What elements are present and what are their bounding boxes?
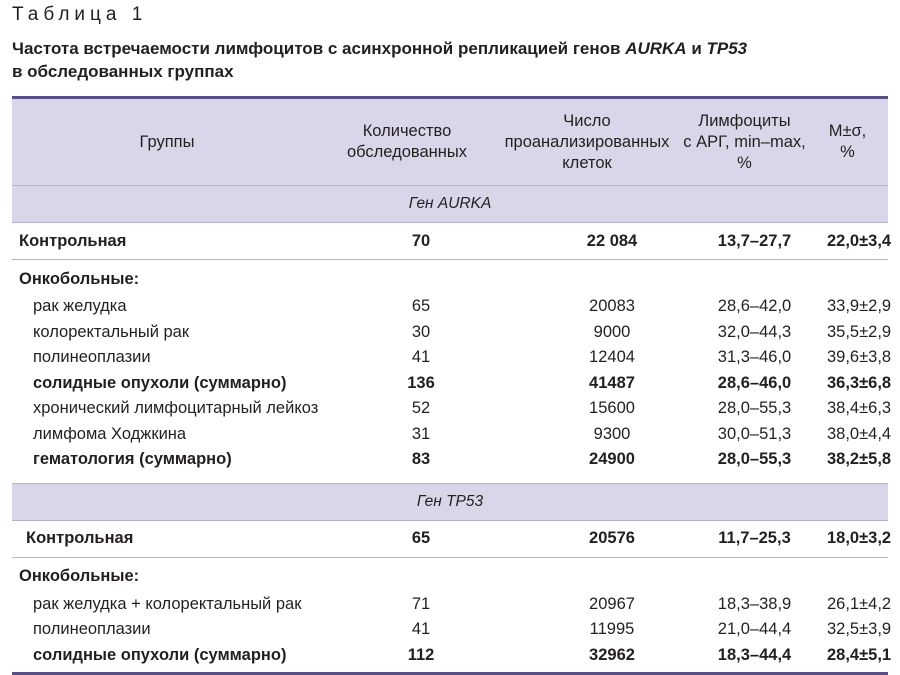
cell-group: гематология (суммарно) [12,450,322,469]
table-row [12,422,888,448]
cell-range: 28,6–46,0 [682,374,807,393]
cell-mean: 35,5±2,9 [807,323,888,342]
table-row [12,447,888,473]
cell-count: 70 [322,232,492,251]
cell-range: 11,7–25,3 [682,529,807,548]
cell-count: 31 [322,425,492,444]
cell-mean: 38,2±5,8 [807,450,888,469]
cell-count: 71 [322,595,492,614]
cell-group: лимфома Ходжкина [12,425,322,444]
table-row [12,345,888,371]
header-mean: M±σ, % [807,121,888,163]
cell-count: 136 [322,374,492,393]
cell-range: 13,7–27,7 [682,232,807,251]
cell-range: 31,3–46,0 [682,348,807,367]
cell-mean: 32,5±3,9 [807,620,888,639]
cell-mean: 26,1±4,2 [807,595,888,614]
cell-count: 65 [322,297,492,316]
cell-range: 18,3–38,9 [682,595,807,614]
table-number: Таблица 1 [12,4,147,26]
cell-cells: 41487 [492,374,682,393]
table-header [12,99,888,185]
cell-mean: 39,6±3,8 [807,348,888,367]
cell-range: 28,6–42,0 [682,297,807,316]
cell-mean: 22,0±3,4 [807,232,888,251]
table-row-control [12,223,888,259]
cell-cells: 9300 [492,425,682,444]
table-title [12,37,892,83]
cell-mean: 38,0±4,4 [807,425,888,444]
cell-cells: 20576 [492,529,682,548]
cell-group: солидные опухоли (суммарно) [12,646,322,665]
table-row [12,294,888,320]
section-rows [12,294,888,477]
cell-mean: 28,4±5,1 [807,646,888,665]
cell-group: Онкобольные: [12,270,322,289]
cell-range: 18,3–44,4 [682,646,807,665]
row-spacer [12,473,888,477]
cell-count: 65 [322,529,492,548]
cell-range: 21,0–44,4 [682,620,807,639]
cell-group: Контрольная [12,232,322,251]
gene-section-header: Ген AURKA [12,185,888,223]
header-range: Лимфоциты с АРГ, min–max, % [682,111,807,174]
header-groups: Группы [12,132,322,153]
cell-group: полинеоплазии [12,620,322,639]
cell-group: солидные опухоли (суммарно) [12,374,322,393]
table-row [12,371,888,397]
cell-range: 32,0–44,3 [682,323,807,342]
cell-group: полинеоплазии [12,348,322,367]
cell-group: колоректальный рак [12,323,322,342]
table-row [12,617,888,643]
cell-cells: 32962 [492,646,682,665]
section-rows [12,592,888,675]
cell-group: хронический лимфоцитарный лейкоз [12,399,322,418]
title-conj: и [687,39,707,58]
cell-cells: 20083 [492,297,682,316]
cell-mean: 18,0±3,2 [807,529,888,548]
cell-cells: 24900 [492,450,682,469]
title-gene-aurka: AURKA [625,39,686,58]
cell-count: 112 [322,646,492,665]
table-row-control [12,521,888,557]
table-row [12,320,888,346]
cell-range: 30,0–51,3 [682,425,807,444]
title-text-2: в обследованных группах [12,62,234,81]
cell-range: 28,0–55,3 [682,399,807,418]
cell-count: 52 [322,399,492,418]
onco-label-row [12,562,888,592]
cell-group: Онкобольные: [12,567,322,586]
cell-range: 28,0–55,3 [682,450,807,469]
header-cells: Число проанализированных клеток [492,111,682,174]
divider [12,557,888,558]
divider [12,259,888,260]
cell-count: 41 [322,348,492,367]
title-text: Частота встречаемости лимфоцитов с асинхронной репликацией генов [12,39,625,58]
cell-mean: 36,3±6,8 [807,374,888,393]
cell-cells: 9000 [492,323,682,342]
header-count: Количество обследованных [322,121,492,163]
table-row [12,396,888,422]
cell-cells: 15600 [492,399,682,418]
data-table [12,96,888,675]
cell-cells: 11995 [492,620,682,639]
cell-count: 83 [322,450,492,469]
table-row [12,592,888,618]
cell-mean: 38,4±6,3 [807,399,888,418]
table-row [12,643,888,669]
cell-mean: 33,9±2,9 [807,297,888,316]
cell-count: 41 [322,620,492,639]
cell-group: рак желудка [12,297,322,316]
row-spacer [12,668,888,672]
cell-group: рак желудка + колоректальный рак [12,595,322,614]
cell-count: 30 [322,323,492,342]
cell-cells: 20967 [492,595,682,614]
title-gene-tp53: TP53 [707,39,748,58]
cell-cells: 22 084 [492,232,682,251]
cell-group: Контрольная [12,529,322,548]
cell-cells: 12404 [492,348,682,367]
gene-section-header: Ген TP53 [12,483,888,521]
onco-label-row [12,264,888,294]
